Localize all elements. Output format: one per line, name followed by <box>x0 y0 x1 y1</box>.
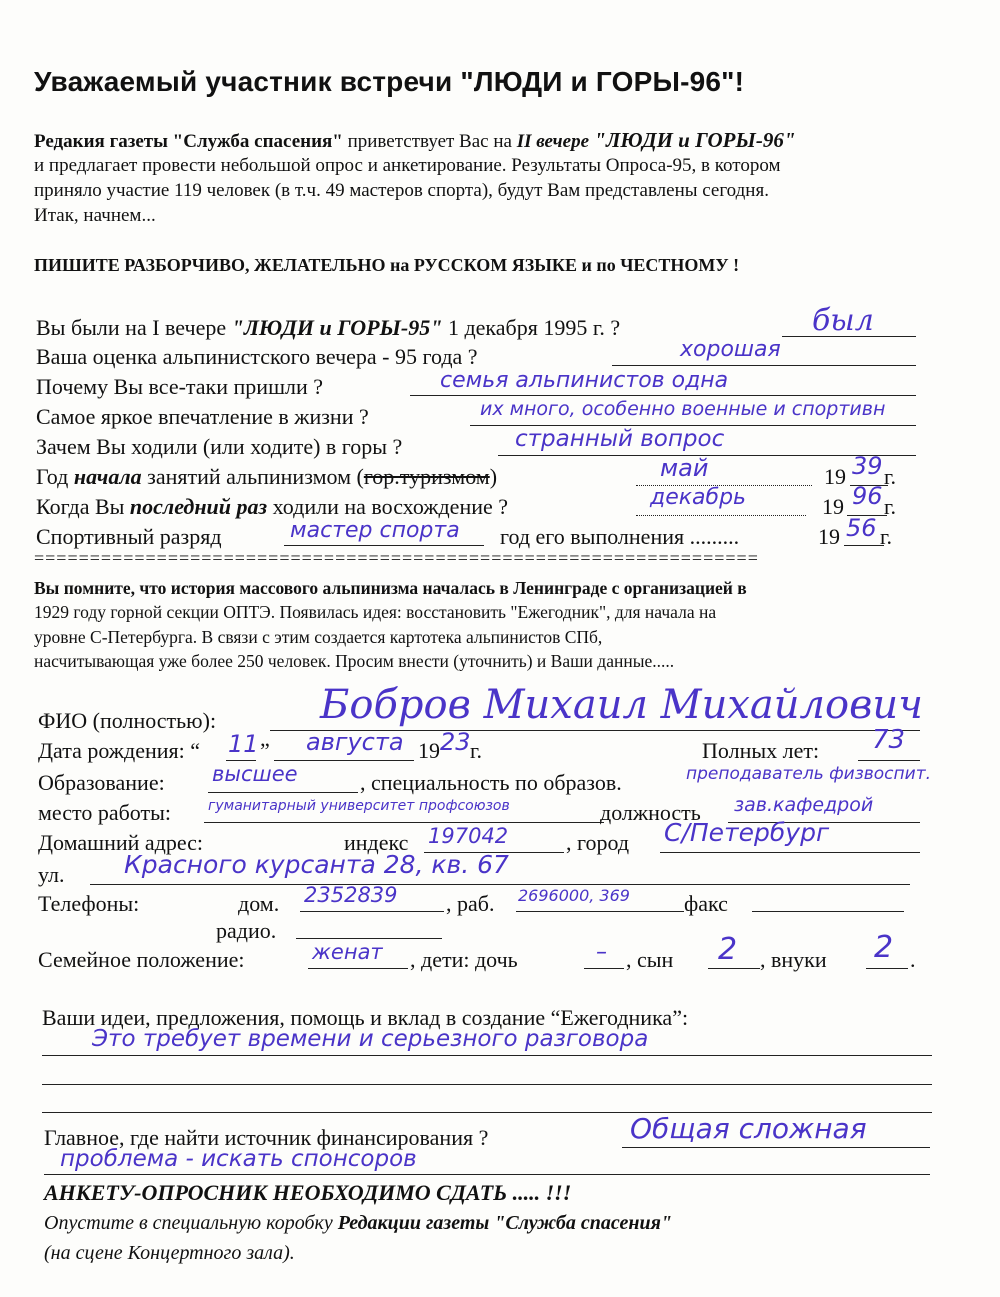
dob-label: Дата рождения: “ <box>38 738 201 763</box>
history-line-2: 1929 году горной секции ОПТЭ. Появилась идея: восстановить "Ежегодник", для начала на <box>34 602 717 622</box>
intro-event-name: "ЛЮДИ и ГОРЫ-96" <box>589 128 796 152</box>
radio-line <box>296 938 442 939</box>
year-6-prefix: 19 <box>824 464 846 489</box>
children-label: , дети: дочь <box>410 947 518 972</box>
answer-8-line <box>284 545 484 546</box>
year-8-prefix: 19 <box>818 524 840 549</box>
intro-evening: II вечере <box>516 131 590 152</box>
workplace-value[interactable]: гуманитарный университет профсоюзов <box>208 798 510 814</box>
funding-answer-1[interactable]: Общая сложная <box>630 1112 867 1145</box>
funding-line-1 <box>622 1147 930 1148</box>
answer-4[interactable]: их много, особенно военные и спортивн <box>480 398 886 420</box>
index-value[interactable]: 197042 <box>428 824 509 848</box>
answer-7-line <box>636 515 806 516</box>
fio-label: ФИО (полностью): <box>38 708 217 733</box>
footer-editorial-box: Редакции газеты "Служба спасения" <box>337 1212 672 1234</box>
year-8-suffix: г. <box>880 524 893 549</box>
position-label: должность <box>600 800 701 825</box>
position-value[interactable]: зав.кафедрой <box>734 794 874 816</box>
year-6-suffix: г. <box>884 464 897 489</box>
question-6-text-c: занятий альпинизмом ( <box>141 464 364 489</box>
ideas-line-2 <box>42 1084 932 1085</box>
question-3: Почему Вы все-таки пришли ? <box>36 374 324 399</box>
question-1 <box>36 315 620 341</box>
year-7-prefix: 19 <box>822 494 844 519</box>
radio-label: радио. <box>216 918 277 943</box>
dob-quote: ” <box>260 738 270 763</box>
question-7-text-a: Когда Вы <box>36 494 130 519</box>
work-phone-line <box>516 911 684 912</box>
ideas-label: Ваши идеи, предложения, помощь и вклад в создание “Ежегодника”: <box>42 1005 689 1030</box>
street-line <box>90 884 910 885</box>
footer-title: АНКЕТУ-ОПРОСНИК НЕОБХОДИМО СДАТЬ ..... !!! <box>44 1180 572 1205</box>
home-phone-line <box>300 911 444 912</box>
intro-editorial: Редакия газеты "Служба спасения" <box>34 131 343 152</box>
specialty-label: , специальность по образов. <box>360 770 622 795</box>
grandchildren-end: . <box>910 947 916 972</box>
dob-day-line <box>226 760 256 761</box>
work-phone-value[interactable]: 2696000, 369 <box>518 886 630 905</box>
family-value[interactable]: женат <box>312 940 383 964</box>
answer-1[interactable]: был <box>812 303 874 338</box>
year-6-value[interactable]: 39 <box>852 452 883 480</box>
grandchildren-label: , внуки <box>760 947 827 972</box>
age-line <box>858 760 920 761</box>
history-line-1: Вы помните, что история массового альпинизма началась в Ленинграде с организацией в <box>34 578 747 598</box>
dob-suffix: г. <box>470 738 483 763</box>
fio-value[interactable]: Бобров Михаил Михайлович <box>320 682 924 728</box>
year-7-value[interactable]: 96 <box>852 482 883 510</box>
answer-8[interactable]: мастер спорта <box>290 518 460 543</box>
question-7 <box>36 494 508 520</box>
dob-year[interactable]: 23 <box>440 728 471 756</box>
answer-6[interactable]: май <box>660 454 709 482</box>
instructions-caps: ПИШИТЕ РАЗБОРЧИВО, ЖЕЛАТЕЛЬНО на РУССКОМ ЯЗЫКЕ и по ЧЕСТНОМУ ! <box>34 255 740 275</box>
grandchildren-line <box>866 968 908 969</box>
workplace-line <box>204 822 604 823</box>
question-1-text-c: 1 декабря 1995 г. ? <box>442 315 621 340</box>
answer-2-line <box>612 365 916 366</box>
son-line <box>708 968 760 969</box>
question-8b: год его выполнения ......... <box>500 524 740 549</box>
question-6-text-a: Год <box>36 464 74 489</box>
age-value[interactable]: 73 <box>872 725 906 755</box>
intro-greets: приветствует Вас на <box>342 131 517 152</box>
fax-line <box>752 911 904 912</box>
city-value[interactable]: С/Петербург <box>664 818 830 847</box>
education-line <box>208 792 358 793</box>
question-7-text-c: ходили на восхождение ? <box>267 494 509 519</box>
daughter-line <box>584 968 624 969</box>
answer-7[interactable]: декабрь <box>650 485 747 510</box>
question-1-text-a: Вы были на I вечере <box>36 315 232 340</box>
dob-month-line <box>274 760 414 761</box>
answer-5[interactable]: странный вопрос <box>515 426 725 452</box>
answer-3[interactable]: семья альпинистов одна <box>440 368 729 393</box>
year-8-value[interactable]: 56 <box>846 514 877 542</box>
answer-2[interactable]: хорошая <box>680 337 781 362</box>
intro-line-3: приняло участие 119 человек (в т.ч. 49 мастеров спорта), будут Вам представлены сегодня. <box>34 180 769 201</box>
separator-line: ================================================================= <box>34 548 759 568</box>
question-6 <box>36 464 497 490</box>
dob-month[interactable]: августа <box>306 728 404 756</box>
footer-line-1 <box>44 1212 672 1235</box>
question-5: Зачем Вы ходили (или ходите) в горы ? <box>36 434 403 459</box>
question-6-text-e: ) <box>489 464 498 489</box>
ideas-answer[interactable]: Это требует времени и серьезного разговора <box>92 1026 649 1052</box>
index-label: индекс <box>344 830 409 855</box>
form-title: Уважаемый участник встречи "ЛЮДИ и ГОРЫ-96"! <box>34 66 745 97</box>
dob-year-prefix: 19 <box>418 738 440 763</box>
funding-answer-2[interactable]: проблема - искать спонсоров <box>60 1146 417 1172</box>
fax-label: факс <box>684 891 728 916</box>
intro-line-4: Итак, начнем... <box>34 205 156 226</box>
city-line <box>660 852 920 853</box>
grandchildren-value[interactable]: 2 <box>874 930 894 965</box>
funding-line-2 <box>44 1174 930 1175</box>
son-value[interactable]: 2 <box>718 932 738 967</box>
history-line-4: насчитывающая уже более 250 человек. Просим внести (уточнить) и Ваши данные..... <box>34 651 675 671</box>
intro-line-1 <box>34 128 954 153</box>
question-1-event: "ЛЮДИ и ГОРЫ-95" <box>231 315 443 340</box>
question-4: Самое яркое впечатление в жизни ? <box>36 404 369 429</box>
phones-label: Телефоны: <box>38 891 140 916</box>
street-value[interactable]: Красного курсанта 28, кв. 67 <box>124 850 509 879</box>
home-phone-value[interactable]: 2352839 <box>304 883 398 907</box>
education-label: Образование: <box>38 770 165 795</box>
history-line-3: уровне С-Петербурга. В связи с этим создается картотека альпинистов СПб, <box>34 627 603 647</box>
city-label: , город <box>566 830 630 855</box>
answer-3-line <box>410 395 916 396</box>
daughter-value[interactable]: – <box>596 940 607 965</box>
question-6-struck: гор.туризмом <box>363 464 490 489</box>
question-7-last: последний раз <box>129 494 268 519</box>
intro-line-2: и предлагает провести небольшой опрос и анкетирование. Результаты Опроса-95, в котором <box>34 155 781 176</box>
workplace-label: место работы: <box>38 800 171 825</box>
education-value[interactable]: высшее <box>212 762 298 786</box>
year-7-suffix: г. <box>884 494 897 519</box>
ideas-line-1 <box>42 1055 932 1056</box>
question-6-start: начала <box>73 464 142 489</box>
family-label: Семейное положение: <box>38 947 245 972</box>
home-phone-label: дом. <box>238 891 280 916</box>
son-label: , сын <box>626 947 674 972</box>
funding-label: Главное, где найти источник финансирования ? <box>44 1125 489 1150</box>
family-line <box>308 968 408 969</box>
work-phone-label: , раб. <box>446 891 495 916</box>
footer-instruction: Опустите в специальную коробку <box>44 1212 338 1234</box>
specialty-value[interactable]: преподаватель физвоспит. <box>686 764 931 784</box>
age-label: Полных лет: <box>702 738 820 763</box>
question-2: Ваша оценка альпинистского вечера - 95 года ? <box>36 344 478 369</box>
question-8: Спортивный разряд <box>36 524 222 549</box>
address-label: Домашний адрес: <box>38 830 204 855</box>
dob-day[interactable]: 11 <box>228 730 259 758</box>
street-label: ул. <box>38 862 65 887</box>
footer-line-2: (на сцене Концертного зала). <box>44 1242 295 1264</box>
year-8-line <box>844 545 884 546</box>
